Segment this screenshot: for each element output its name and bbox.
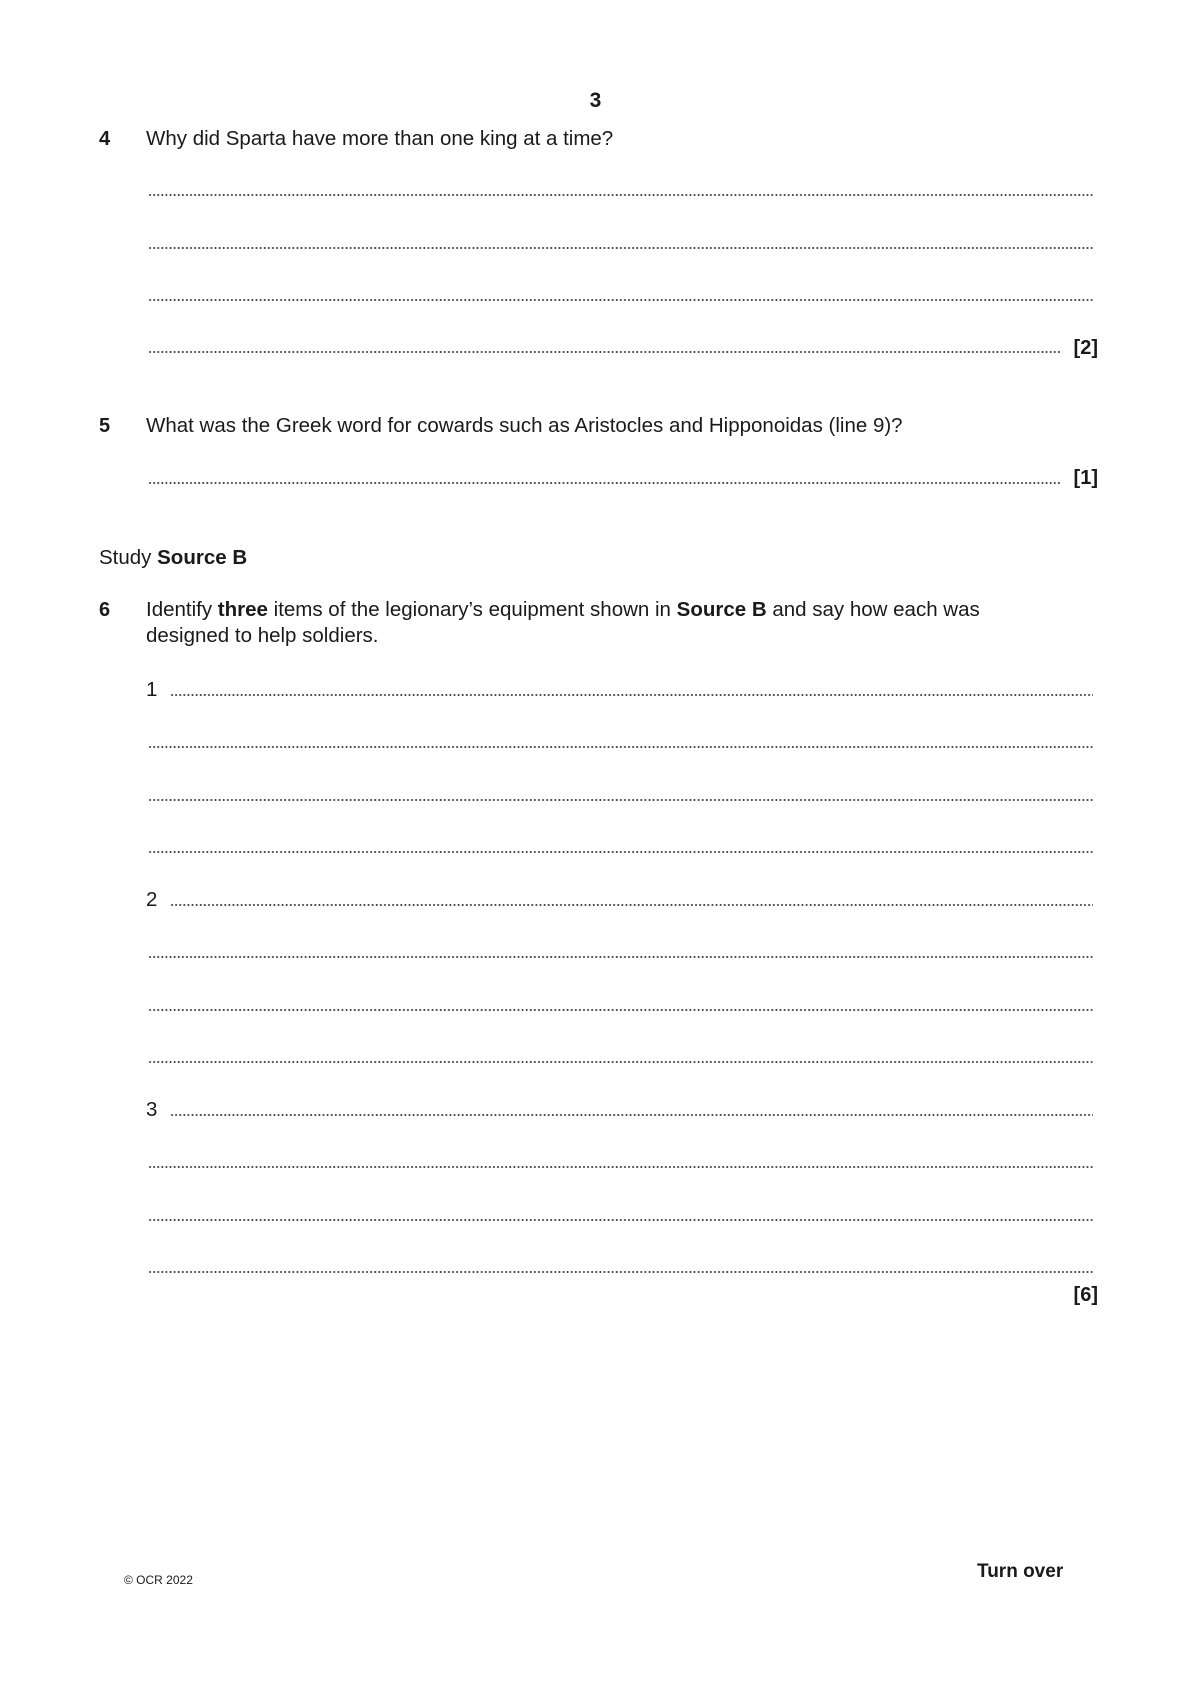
answer-line-q6-3-1[interactable] <box>170 1114 1093 1116</box>
answer-line-q6-2-1[interactable] <box>170 904 1093 906</box>
answer-line-q6-1-1[interactable] <box>170 694 1093 696</box>
item-number-3: 3 <box>146 1098 158 1121</box>
answer-line-q5-1[interactable] <box>148 482 1061 484</box>
question-4-marks: [2] <box>1073 337 1098 359</box>
q6-text-part2: items of the legionary’s equipment shown in <box>267 598 677 621</box>
q6-text-part3: and say how each was designed to help soldiers. <box>146 598 980 647</box>
answer-line-q6-1-2[interactable] <box>148 746 1093 748</box>
answer-line-q6-3-2[interactable] <box>148 1166 1093 1168</box>
question-4-number: 4 <box>99 128 111 150</box>
question-6-marks: [6] <box>1073 1284 1098 1306</box>
question-5-number: 5 <box>99 415 111 437</box>
answer-line-q6-3-3[interactable] <box>148 1219 1093 1221</box>
answer-line-q6-2-3[interactable] <box>148 1009 1093 1011</box>
answer-line-q6-2-4[interactable] <box>148 1061 1093 1063</box>
copyright: © OCR 2022 <box>124 1573 193 1587</box>
study-source: Source B <box>157 546 248 569</box>
question-5-text: What was the Greek word for cowards such as Aristocles and Hipponoidas (line 9)? <box>146 414 903 437</box>
q6-text-part1: Identify <box>146 598 218 621</box>
answer-line-q6-3-4[interactable] <box>148 1271 1093 1273</box>
page-number: 3 <box>589 89 602 112</box>
q6-text-bold2: Source B <box>676 598 767 621</box>
question-5-marks: [1] <box>1073 467 1098 489</box>
answer-line-q4-3[interactable] <box>148 299 1093 301</box>
question-4-text: Why did Sparta have more than one king at a time? <box>146 127 614 150</box>
answer-line-q4-4[interactable] <box>148 351 1061 353</box>
turn-over: Turn over <box>977 1561 1064 1582</box>
study-prefix: Study <box>99 546 158 569</box>
answer-line-q6-1-3[interactable] <box>148 799 1093 801</box>
question-6-number: 6 <box>99 599 111 621</box>
item-number-1: 1 <box>146 678 158 701</box>
answer-line-q6-1-4[interactable] <box>148 851 1093 853</box>
answer-line-q4-1[interactable] <box>148 194 1093 196</box>
answer-line-q6-2-2[interactable] <box>148 956 1093 958</box>
q6-text-bold1: three <box>217 598 268 621</box>
study-instruction <box>99 546 247 570</box>
item-number-2: 2 <box>146 888 158 911</box>
question-6-text <box>146 597 1066 649</box>
answer-line-q4-2[interactable] <box>148 247 1093 249</box>
